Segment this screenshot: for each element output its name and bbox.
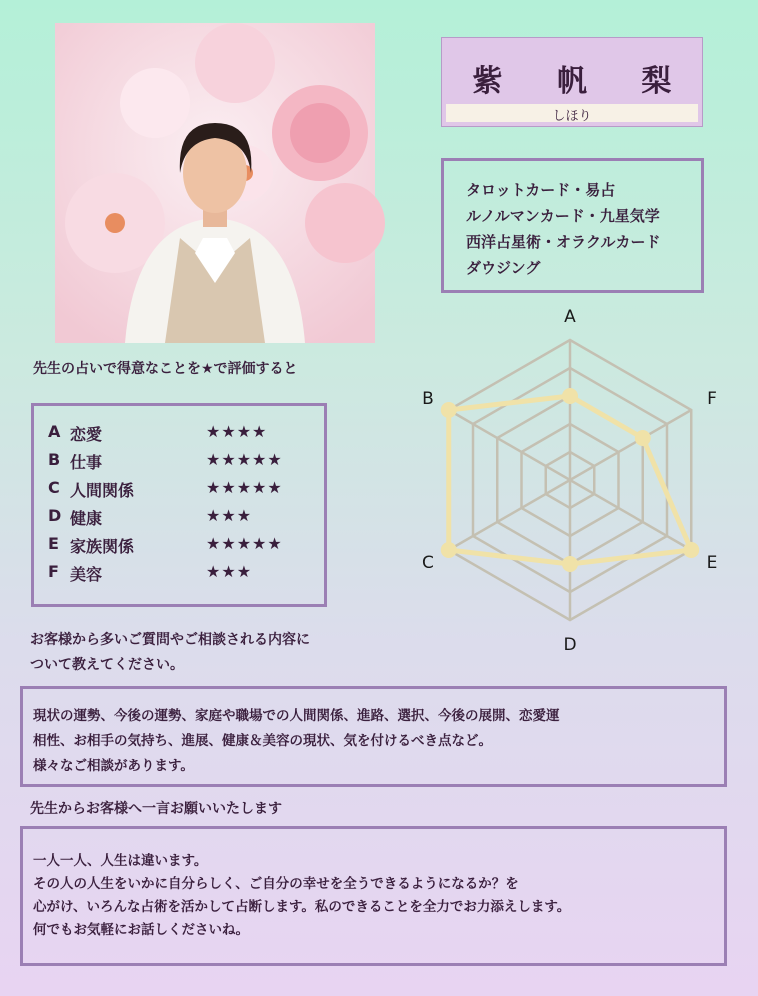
faq-answer-line: 現状の運勢、今後の運勢、家庭や職場での人間関係、進路、選択、今後の展開、恋愛運 <box>33 708 560 724</box>
faq-answer-line: 相性、お相手の気持ち、進展、健康＆美容の現状、気を付けるべき点など。 <box>33 733 492 749</box>
profile-photo <box>55 23 375 343</box>
divination-method: 西洋占星術・オラクルカード <box>466 233 661 251</box>
message-line: 心がけ、いろんな占術を活かして占断します。私のできることを全力でお力添えします。 <box>33 899 571 915</box>
radar-point-e <box>683 542 699 558</box>
rating-letter: A <box>48 422 61 441</box>
faq-answer-box <box>20 686 727 787</box>
radar-point-a <box>562 388 578 404</box>
rating-letter: D <box>48 506 62 525</box>
radar-spoke <box>449 410 570 480</box>
radar-axis-label-e: E <box>706 553 718 573</box>
radar-spoke <box>570 410 691 480</box>
radar-axis-label-b: B <box>422 389 434 409</box>
faq-heading <box>30 628 310 678</box>
radar-spoke <box>449 480 570 550</box>
divination-methods-box <box>441 158 704 293</box>
radar-point-b <box>441 402 457 418</box>
faq-answer-line: 様々なご相談があります。 <box>33 758 194 774</box>
name-reading-band <box>446 104 698 122</box>
radar-point-c <box>441 542 457 558</box>
divination-methods-list <box>466 177 661 281</box>
radar-axis-label-c: C <box>422 553 434 573</box>
divination-method: ダウジング <box>466 259 541 277</box>
rating-letter: C <box>48 478 60 497</box>
radar-axis-label-a: A <box>564 307 576 327</box>
message-box <box>20 826 727 966</box>
rating-label: 健康 <box>70 509 103 528</box>
rating-label: 美容 <box>70 565 103 584</box>
rating-letter: E <box>48 534 59 553</box>
rating-label: 人間関係 <box>70 481 135 500</box>
radar-point-d <box>562 556 578 572</box>
message-line: 一人一人、人生は違います。 <box>33 853 208 869</box>
radar-axis-label-d: D <box>563 635 577 655</box>
rating-letter: B <box>48 450 61 469</box>
faq-heading-line: お客様から多いご質問やご相談される内容に <box>30 632 310 648</box>
rating-label: 恋愛 <box>70 425 103 444</box>
rating-intro: 先生の占いで得意なことを★で評価すると <box>33 361 298 377</box>
rating-stars: ★★★ <box>206 562 253 581</box>
faq-heading-line: ついて教えてください。 <box>30 657 184 673</box>
rating-label: 仕事 <box>70 453 103 472</box>
fortune-teller-name: 紫 帆 梨 <box>472 64 694 99</box>
rating-letter: F <box>48 562 59 581</box>
divination-method: ルノルマンカード・九星気学 <box>466 207 660 225</box>
divination-method: タロットカード・易占 <box>466 181 616 199</box>
rating-stars: ★★★★ <box>206 422 268 441</box>
rating-label: 家族関係 <box>70 537 135 556</box>
radar-chart <box>390 307 750 660</box>
ratings-box <box>31 403 327 607</box>
radar-spoke <box>570 480 691 550</box>
radar-point-f <box>635 430 651 446</box>
name-card <box>441 37 703 127</box>
message-line: その人の人生をいかに自分らしく、ご自分の幸せを全うできるようになるか？を <box>33 876 519 892</box>
name-reading: しほり <box>552 109 592 124</box>
rating-stars: ★★★★★ <box>206 534 283 553</box>
rating-stars: ★★★ <box>206 506 253 525</box>
message-line: 何でもお気軽にお話しくださいね。 <box>33 922 249 938</box>
radar-axis-label-f: F <box>707 389 717 409</box>
rating-stars: ★★★★★ <box>206 478 283 497</box>
message-heading: 先生からお客様へ一言お願いいたします <box>30 801 282 817</box>
rating-stars: ★★★★★ <box>206 450 283 469</box>
